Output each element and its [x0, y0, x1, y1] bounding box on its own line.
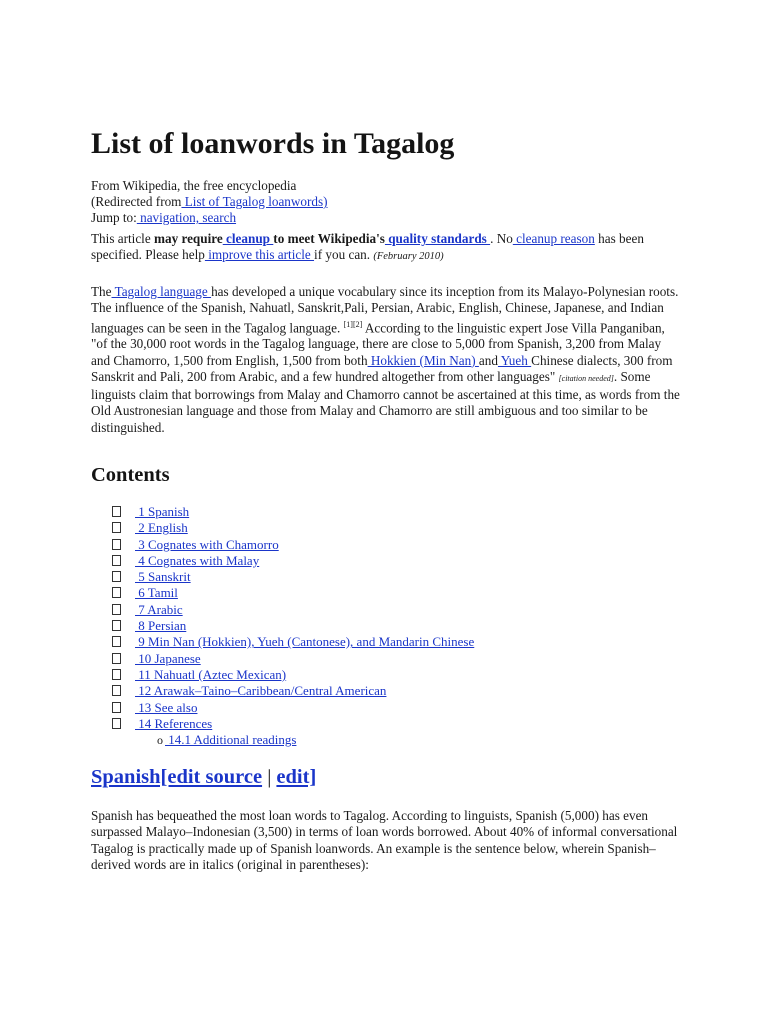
checkbox-icon — [112, 522, 121, 533]
toc-link-persian[interactable]: 8 Persian — [135, 618, 187, 634]
improve-article-link[interactable]: improve this article — [204, 247, 315, 263]
intro-text-3: According to the linguistic expert Jose Villa Panganiban, "of the 30,000 root words in the Tagalog language, there are close to 5,000 from Spanish, 3,200 from Malay and Chamorro, 1,500 from English, 1,500 from both — [91, 319, 665, 368]
toc-item — [112, 716, 474, 732]
toc-link-chinese[interactable]: 9 Min Nan (Hokkien), Yueh (Cantonese), and Mandarin Chinese — [135, 634, 475, 650]
cleanup-reason-link[interactable]: cleanup reason — [512, 231, 595, 246]
toc-link-arabic[interactable]: 7 Arabic — [135, 601, 183, 617]
notice-bold-2: to meet Wikipedia's — [273, 231, 385, 246]
reference-link[interactable]: [1][2] — [343, 319, 363, 329]
checkbox-icon — [112, 636, 121, 647]
toc-link-arawak[interactable]: 12 Arawak–Taino–Caribbean/Central American — [135, 683, 387, 699]
checkbox-icon — [112, 587, 121, 598]
spanish-paragraph: Spanish has bequeathed the most loan words to Tagalog. According to linguists, Spanish (5,000) has even surpassed Malayo–Indonesian (3,500) in terms of loan words borrowed. About 40% of informal conversational Tagalog is practically made up of Spanish loanwords. An example is the sentence below, wherein Spanish–derived words are in italics (original in parentheses): — [91, 808, 678, 872]
notice-text-2: . No — [490, 231, 513, 246]
checkbox-icon — [112, 506, 121, 517]
page-title: List of loanwords in Tagalog — [91, 127, 455, 160]
toc-item — [112, 504, 474, 520]
checkbox-icon — [112, 620, 121, 631]
citation-needed[interactable]: [citation needed] — [558, 373, 614, 383]
checkbox-icon — [112, 685, 121, 696]
cleanup-notice — [91, 231, 681, 266]
tagline: From Wikipedia, the free encyclopedia — [91, 178, 297, 193]
toc-item — [112, 585, 474, 601]
checkbox-icon — [112, 702, 121, 713]
toc-item — [112, 651, 474, 667]
intro-text-4: and — [478, 352, 498, 368]
toc-subitem — [112, 732, 474, 748]
toc-link-tamil[interactable]: 6 Tamil — [135, 585, 178, 601]
checkbox-icon — [112, 555, 121, 566]
toc-link-additional-readings[interactable]: 14.1 Additional readings — [165, 732, 297, 748]
edit-link[interactable]: edit] — [276, 766, 317, 788]
tagalog-language-link[interactable]: Tagalog language — [111, 284, 212, 299]
heading-separator: | — [262, 766, 277, 788]
toc-link-sanskrit[interactable]: 5 Sanskrit — [135, 569, 191, 585]
intro-text-6: . Some linguists claim that borrowings from Malay and Chamorro cannot be ascertained at this time, as words from the Old Austronesian language and those from Malay and Chamorro are still ambiguous and too similar to be distinguished. — [91, 368, 680, 435]
toc-item — [112, 634, 474, 650]
checkbox-icon — [112, 718, 121, 729]
cleanup-link[interactable]: cleanup — [222, 231, 274, 246]
notice-text: This article — [91, 231, 154, 246]
toc-item — [112, 553, 474, 569]
toc-link-spanish[interactable]: 1 Spanish — [135, 504, 190, 519]
checkbox-icon — [112, 571, 121, 582]
intro-paragraph — [91, 284, 681, 436]
redirect-prefix: (Redirected from — [91, 194, 182, 209]
table-of-contents — [112, 504, 474, 748]
toc-item — [112, 569, 474, 585]
toc-link-see-also[interactable]: 13 See also — [135, 699, 198, 715]
toc-item — [112, 602, 474, 618]
notice-date: (February 2010) — [373, 251, 444, 263]
toc-link-chamorro[interactable]: 3 Cognates with Chamorro — [135, 536, 279, 552]
toc-link-japanese[interactable]: 10 Japanese — [135, 650, 201, 666]
quality-standards-link[interactable]: quality standards — [384, 231, 491, 246]
jump-prefix: Jump to: — [91, 210, 137, 225]
hokkien-link[interactable]: Hokkien (Min Nan) — [367, 352, 479, 368]
toc-link-malay[interactable]: 4 Cognates with Malay — [135, 552, 260, 568]
toc-item — [112, 700, 474, 716]
intro-text-5: Chinese dialects, 300 from Sanskrit and Pali, 200 from Arabic, and a few hundred altogether from other languages" — [91, 352, 673, 384]
toc-item — [112, 683, 474, 699]
section-heading-spanish — [91, 766, 316, 789]
notice-bold: may require — [153, 231, 223, 246]
toc-item — [112, 667, 474, 683]
toc-link-nahuatl[interactable]: 11 Nahuatl (Aztec Mexican) — [135, 666, 287, 682]
checkbox-icon — [112, 539, 121, 550]
notice-text-4: if you can. — [314, 247, 374, 263]
intro-text: The — [91, 284, 112, 299]
toc-item — [112, 618, 474, 634]
jump-to — [91, 210, 236, 226]
checkbox-icon — [112, 653, 121, 664]
notice-text-3: has been specified. Please help — [91, 231, 644, 263]
checkbox-icon — [112, 669, 121, 680]
contents-heading: Contents — [91, 464, 170, 486]
toc-item — [112, 537, 474, 553]
intro-text-2: has developed a unique vocabulary since its inception from its Malayo-Polynesian roots. The influence of the Spanish, Nahuatl, Sanskrit,Pali, Persian, Arabic, English, Chinese, Japanese, and Indian languages can be seen in the Tagalog language. — [91, 284, 679, 335]
redirect-note — [91, 194, 328, 210]
sub-bullet: o — [157, 733, 163, 748]
toc-item — [112, 520, 474, 536]
yueh-link[interactable]: Yueh — [497, 352, 532, 368]
navigation-search-link[interactable]: navigation, search — [136, 210, 237, 225]
edit-source-link[interactable]: Spanish[edit source — [91, 766, 263, 788]
checkbox-icon — [112, 604, 121, 615]
toc-link-references[interactable]: 14 References — [135, 715, 213, 731]
toc-link-english[interactable]: 2 English — [135, 520, 188, 536]
redirect-link[interactable]: List of Tagalog loanwords) — [181, 194, 328, 209]
